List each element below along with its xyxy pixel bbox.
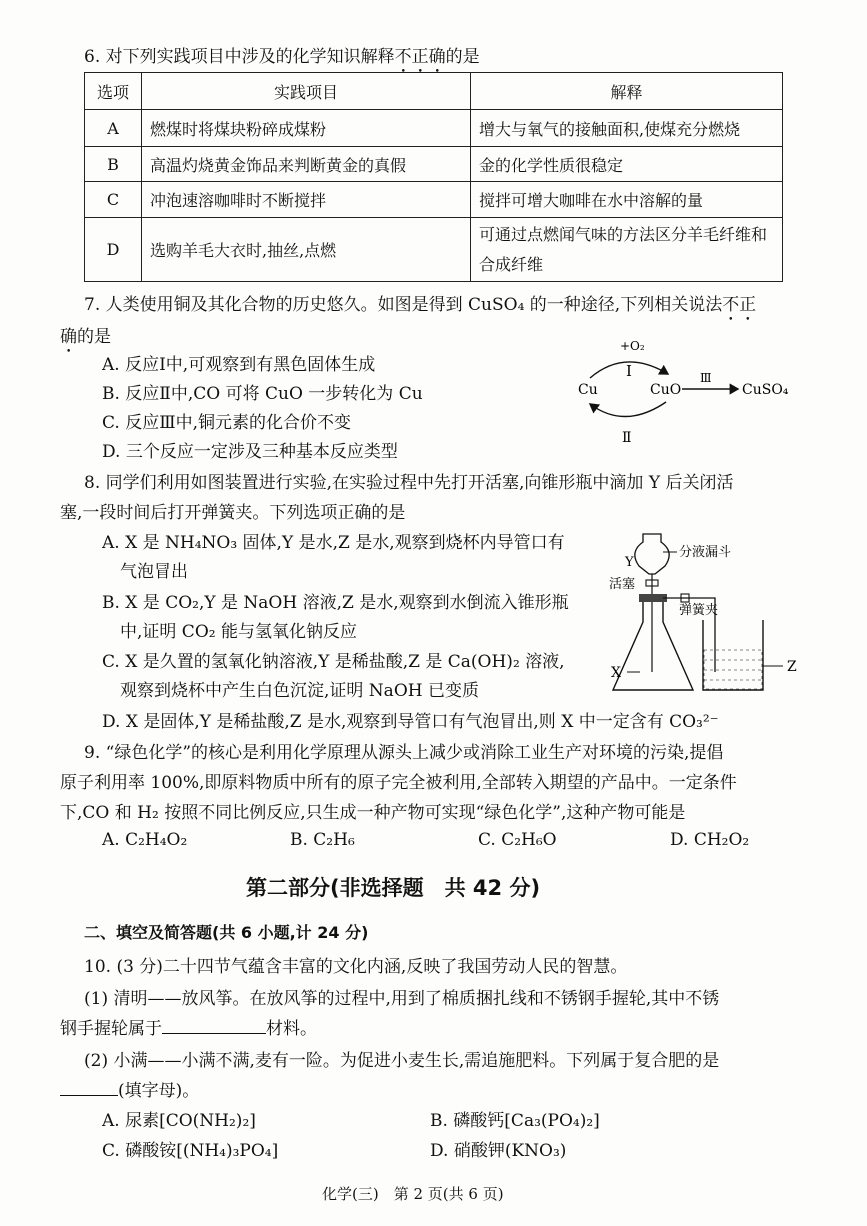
- q8-option-b-line1: B. X 是 CO₂,Y 是 NaOH 溶液,Z 是水,观察到水倒流入锥形瓶: [102, 593, 569, 613]
- row-project: 选购羊毛大衣时,抽丝,点燃: [142, 218, 471, 282]
- row-explanation: 金的化学性质很稳定: [471, 147, 783, 182]
- header-explanation: 解释: [471, 73, 783, 110]
- q8-option-c-line2: 观察到烧杯中产生白色沉淀,证明 NaOH 已变质: [120, 681, 479, 701]
- beaker: [703, 620, 763, 690]
- section-heading: 二、填空及简答题(共 6 小题,计 24 分): [84, 923, 369, 942]
- q10-part2-line1: (2) 小满——小满不满,麦有一险。为促进小麦生长,需追施肥料。下列属于复合肥的是: [84, 1051, 720, 1071]
- arrow-cuo-to-cu: [590, 402, 666, 417]
- row-project: 高温灼烧黄金饰品来判断黄金的真假: [142, 147, 471, 182]
- q9-line2: 原子利用率 100%,即原料物质中所有的原子完全被利用,全部转入期望的产品中。一定条件: [60, 773, 737, 793]
- reaction-1-label: Ⅰ: [626, 362, 632, 380]
- q10-option-b: B. 磷酸钙[Ca₃(PO₄)₂]: [430, 1111, 600, 1131]
- row-project: 冲泡速溶咖啡时不断搅拌: [142, 182, 471, 218]
- q10-option-a: A. 尿素[CO(NH₂)₂]: [102, 1111, 256, 1131]
- table-row: [85, 110, 783, 147]
- header-project: 实践项目: [142, 73, 471, 110]
- q10-option-d: D. 硝酸钾(KNO₃): [430, 1141, 567, 1161]
- row-explanation: 增大与氧气的接触面积,使煤充分燃烧: [471, 110, 783, 147]
- table-row: [85, 182, 783, 218]
- q7-stem-a: 7. 人类使用铜及其化合物的历史悠久。如图是得到 CuSO₄ 的一种途径,下列相关说法: [84, 295, 723, 315]
- label-stopcock: 活塞: [609, 577, 636, 592]
- row-explanation: 可通过点燃闻气味的方法区分羊毛纤维和合成纤维: [471, 218, 783, 282]
- q8-option-b-line2: 中,证明 CO₂ 能与氢氧化钠反应: [120, 622, 357, 642]
- label-x: X: [611, 665, 621, 681]
- answer-blank-1[interactable]: [162, 1017, 266, 1034]
- q10-part1-line2: [60, 1014, 317, 1039]
- reaction-2-label: Ⅱ: [622, 430, 632, 446]
- label-clip: 弹簧夹: [679, 603, 719, 618]
- q7-option-c: C. 反应Ⅲ中,铜元素的化合价不变: [102, 413, 352, 433]
- table-row: [85, 218, 783, 282]
- q9-option-d: D. CH₂O₂: [670, 830, 750, 850]
- q8-apparatus-diagram: [605, 522, 820, 702]
- q10-option-c: C. 磷酸铵[(NH₄)₃PO₄]: [102, 1141, 279, 1161]
- cuo-label: CuO: [650, 382, 682, 398]
- row-option: A: [85, 110, 142, 147]
- stopper: [639, 594, 667, 602]
- q8-option-c-line1: C. X 是久置的氢氧化钠溶液,Y 是稀盐酸,Z 是 Ca(OH)₂ 溶液,: [102, 652, 565, 672]
- q6-table-header: [85, 73, 783, 110]
- q6-stem-b: 的是: [445, 47, 480, 67]
- q7-stem-emphasis-2: 确: [60, 327, 77, 347]
- q10-part1-text: 钢手握轮属于: [60, 1019, 162, 1039]
- row-option: C: [85, 182, 142, 218]
- label-funnel: 分液漏斗: [679, 545, 732, 560]
- page-footer: 化学(三) 第 2 页(共 6 页): [322, 1185, 504, 1203]
- q6-stem-a: 6. 对下列实践项目中涉及的化学知识解释: [84, 47, 395, 67]
- q9-option-c: C. C₂H₆O: [478, 830, 557, 850]
- q8-stem-line1: 8. 同学们利用如图装置进行实验,在实验过程中先打开活塞,向锥形瓶中滴加 Y 后关闭活: [84, 473, 734, 493]
- q9-line1: 9. “绿色化学”的核心是利用化学原理从源头上减少或消除工业生产对环境的污染,提倡: [84, 743, 724, 763]
- separatory-funnel: [635, 534, 669, 574]
- answer-blank-2[interactable]: [60, 1079, 118, 1096]
- q7-option-a: A. 反应Ⅰ中,可观察到有黑色固体生成: [102, 355, 376, 375]
- q7-stem-emphasis-1: 不正: [722, 295, 757, 315]
- row-option: B: [85, 147, 142, 182]
- q7-stem: [84, 290, 756, 325]
- label-z: Z: [787, 659, 797, 675]
- q8-option-a-line2: 气泡冒出: [120, 562, 188, 582]
- q9-option-b: B. C₂H₆: [290, 830, 355, 850]
- q9-option-a: A. C₂H₄O₂: [102, 830, 188, 850]
- row-option: D: [85, 218, 142, 282]
- q8-stem-line2: 塞,一段时间后打开弹簧夹。下列选项正确的是: [60, 503, 406, 523]
- q6-stem-emphasis: 不正确: [394, 47, 446, 67]
- q10-part1-line1: (1) 清明——放风筝。在放风筝的过程中,用到了棉质捆扎线和不锈钢手握轮,其中不锈: [84, 989, 720, 1009]
- cu-label: Cu: [578, 382, 598, 398]
- q9-line3: 下,CO 和 H₂ 按照不同比例反应,只生成一种产物可实现“绿色化学”,这种产物可能是: [60, 803, 686, 823]
- q8-option-a-line1: A. X 是 NH₄NO₃ 固体,Y 是水,Z 是水,观察到烧杯内导管口有: [102, 533, 565, 553]
- part2-title: 第二部分(非选择题 共 42 分): [246, 876, 541, 900]
- cuso4-label: CuSO₄: [742, 382, 789, 398]
- q10-part1-suffix: 材料。: [266, 1019, 317, 1039]
- label-y: Y: [625, 555, 634, 570]
- q10-part2-line2: [60, 1076, 199, 1101]
- header-option: 选项: [85, 73, 142, 110]
- q6-table: [84, 72, 783, 282]
- q7-option-b: B. 反应Ⅱ中,CO 可将 CuO 一步转化为 Cu: [102, 384, 423, 404]
- reaction-3-label: Ⅲ: [700, 371, 712, 385]
- q7-stem-b: 的是: [77, 327, 111, 347]
- beaker-liquid: [704, 650, 762, 689]
- q10-part2-suffix: (填字母)。: [118, 1081, 200, 1101]
- row-project: 燃煤时将煤块粉碎成煤粉: [142, 110, 471, 147]
- q7-reaction-diagram: [570, 330, 810, 460]
- q8-option-d: D. X 是固体,Y 是稀盐酸,Z 是水,观察到导管口有气泡冒出,则 X 中一定含有 CO₃²⁻: [102, 712, 719, 732]
- o2-label: +O₂: [620, 339, 645, 353]
- table-row: [85, 147, 783, 182]
- q7-option-d: D. 三个反应一定涉及三种基本反应类型: [102, 442, 398, 462]
- row-explanation: 搅拌可增大咖啡在水中溶解的量: [471, 182, 783, 218]
- q10-stem: 10. (3 分)二十四节气蕴含丰富的文化内涵,反映了我国劳动人民的智慧。: [84, 957, 628, 977]
